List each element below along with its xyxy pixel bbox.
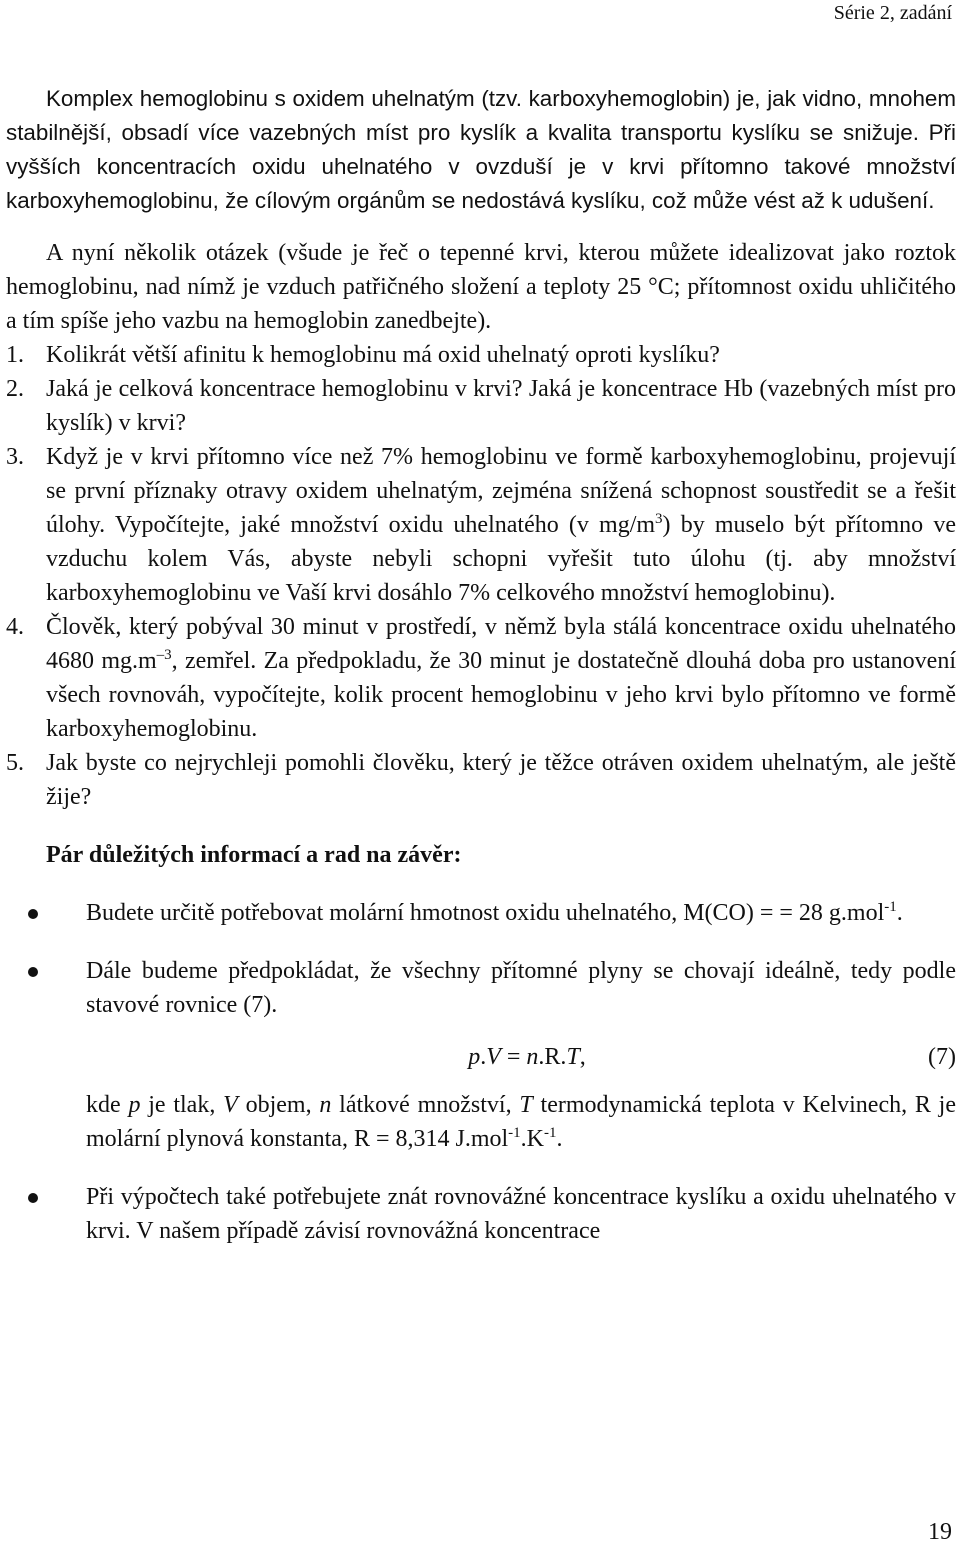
info-bullet-list-2 [6,1180,956,1248]
info-bullet-2 [6,954,956,1022]
question-1 [6,338,956,372]
question-5 [6,746,956,814]
question-number: 5. [6,750,24,776]
def-text: látkové množství, [331,1092,520,1118]
question-text [46,440,956,610]
page-number: 19 [928,1519,952,1545]
bullet-dot-icon [28,1193,38,1203]
superscript: –3 [156,647,172,663]
bullet-text-part: Budete určitě potřebovat molární hmotnost oxidu uhelnatého, M(CO) = = 28 g.mol [86,900,885,926]
var-p: p [128,1092,141,1118]
question-text-part: Člověk, který pobýval 30 minut v prostředí, v němž byla stálá koncentrace oxidu uhelnatého 4680 mg.m [46,614,956,674]
question-number: 3. [6,444,24,470]
var-v: V [486,1044,501,1070]
equation-formula [86,1040,928,1074]
main-content [6,80,956,1248]
superscript: 3 [655,511,663,527]
info-bullet-3 [6,1180,956,1248]
info-bullet-list [6,896,956,1022]
question-list [6,338,956,814]
info-bullet-1 [6,896,956,930]
superscript: -1 [544,1125,557,1141]
var-t: T [566,1044,580,1070]
question-text [46,610,956,746]
var-t: T [519,1092,533,1118]
question-text: Kolikrát větší afinitu k hemoglobinu má oxid uhelnatý oproti kyslíku? [46,342,720,368]
question-text-part: Když je v krvi přítomno více než 7% hemoglobinu ve formě karboxyhemoglobinu, projevují se první příznaky otravy oxidem uhelnatým, zejména snížená schopnost soustředit se a řešit úlohy. Vypočítejte, jaké množství oxidu uhelnatého (v mg/m [46,444,956,538]
question-text: Jaká je celková koncentrace hemoglobinu v krvi? Jaká je koncentrace Hb (vazebných míst pro kyslík) v krvi? [46,376,956,436]
superscript: -1 [884,899,897,915]
bullet-text-part: . [896,900,903,926]
var-n: n [319,1092,332,1118]
bullet-text [86,896,956,930]
equation-number: (7) [928,1044,956,1070]
def-text: . [556,1126,563,1152]
def-text: objem, [237,1092,320,1118]
question-4 [6,610,956,746]
superscript: -1 [508,1125,521,1141]
series-header: Série 2, zadání [833,2,952,24]
var-v: V [223,1092,238,1118]
var-p: p [468,1044,481,1070]
def-text: .K [520,1126,545,1152]
question-3 [6,440,956,610]
eq-r: .R. [538,1044,567,1070]
def-text: kde [86,1092,129,1118]
bullet-dot-icon [28,967,38,977]
var-n: n [526,1044,539,1070]
intro-paragraph-2: A nyní několik otázek (všude je řeč o tepenné krvi, kterou můžete idealizovat jako roztok hemoglobinu, nad nímž je vzduch patřičného složení a teploty 25 °C; přítomnost oxidu uhličitého a tím spíše jeho vazbu na hemoglobin zanedbejte). [6,240,956,334]
question-2 [6,372,956,440]
ideal-gas-equation [86,1040,956,1074]
def-text: je tlak, [140,1092,224,1118]
bullet-dot-icon [28,909,38,919]
def-text: termodynamická teplota v Kelvinech, R je molární plynová konstanta, R = 8,314 J.mol [86,1092,956,1152]
question-number: 4. [6,614,24,640]
question-text-part: ) by muselo být přítomno ve vzduchu kolem Vás, abyste nebyli schopni vyřešit tuto úlohu (tj. aby množství karboxyhemoglobinu ve Vaší krvi dosáhlo 7% celkového množství hemoglobinu). [46,512,956,606]
intro-paragraph-1: Komplex hemoglobinu s oxidem uhelnatým (tzv. karboxyhemoglobin) je, jak vidno, mnohem stabilnější, obsadí více vazebných míst pro kyslík a kvalita transportu kyslíku se snižuje. Při vyšších koncentracích oxidu uhelnatého v ovzduší je v krvi přítomno takové množství karboxyhemoglobinu, že cílovým orgánům se nedostává kyslíku, což může vést až k udušení. [6,86,956,213]
eq-sign: = [500,1044,527,1070]
info-heading: Pár důležitých informací a rad na závěr: [46,842,462,868]
question-number: 1. [6,342,24,368]
bullet-text: Při výpočtech také potřebujete znát rovnovážné koncentrace kyslíku a oxidu uhelnatého v krvi. V našem případě závisí rovnovážná koncentrace [86,1184,956,1244]
bullet-text: Dále budeme předpokládat, že všechny přítomné plyny se chovají ideálně, tedy podle stavové rovnice (7). [86,958,956,1018]
eq-dot: . [480,1044,487,1070]
eq-comma: , [579,1044,586,1070]
question-text: Jak byste co nejrychleji pomohli člověku, který je těžce otráven oxidem uhelnatým, ale ještě žije? [46,750,956,810]
variable-definitions [86,1088,956,1156]
question-number: 2. [6,376,24,402]
question-text-part: , zemřel. Za předpokladu, že 30 minut je dostatečně dlouhá doba pro ustanovení všech rovnováh, vypočítejte, kolik procent hemoglobinu v jeho krvi bylo přítomno ve formě karboxyhemoglobinu. [46,648,957,742]
